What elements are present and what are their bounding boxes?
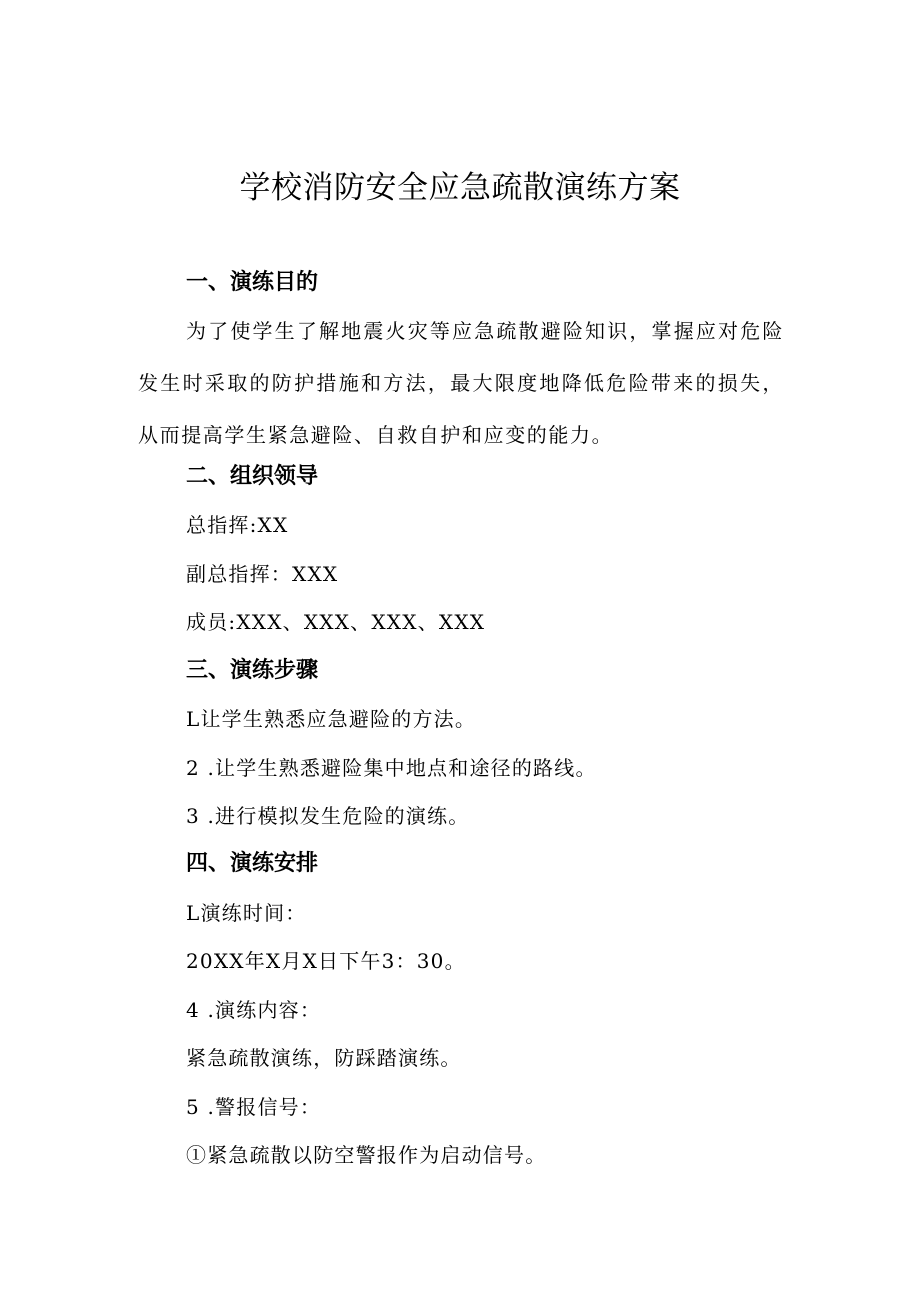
text-line-step-3: 3 .进行模拟发生危险的演练。 <box>186 804 470 828</box>
text-line-drill-time-label: L演练时间： <box>186 901 307 925</box>
section-heading-arrangement: 四、演练安排 <box>186 851 319 876</box>
section-heading-steps: 三、演练步骤 <box>186 658 319 683</box>
text-line-step-2: 2 .让学生熟悉避险集中地点和途径的路线。 <box>186 756 597 780</box>
text-line-drill-time-value: 20XX年X月X日下午3：30。 <box>186 949 466 973</box>
section-paragraph-purpose: 为了使学生了解地震火灾等应急疏散避险知识，掌握应对危险发生时采取的防护措施和方法，最大限度地降低危险带来的损失，从而提高学生紧急避险、自救自护和应变的能力。 <box>138 319 784 447</box>
section-heading-organization: 二、组织领导 <box>186 464 319 489</box>
text-line-members: 成员:XXX、XXX、XXX、XXX <box>186 610 486 634</box>
text-line-drill-content-value: 紧急疏散演练，防踩踏演练。 <box>186 1046 462 1070</box>
text-line-step-1: L让学生熟悉应急避险的方法。 <box>186 707 477 731</box>
document-title: 学校消防安全应急疏散演练方案 <box>239 170 681 206</box>
text-line-deputy-commander: 副总指挥：XXX <box>186 562 339 586</box>
text-line-drill-content-label: 4 .演练内容： <box>186 998 322 1022</box>
text-line-commander: 总指挥:XX <box>186 513 289 537</box>
section-heading-purpose: 一、演练目的 <box>186 270 319 295</box>
text-line-alarm-signal-label: 5 .警报信号： <box>186 1095 322 1119</box>
text-line-alarm-signal-value: ①紧急疏散以防空警报作为启动信号。 <box>186 1143 547 1167</box>
